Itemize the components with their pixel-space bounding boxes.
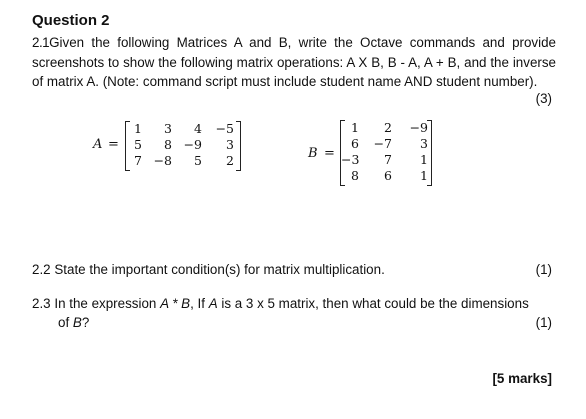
- question-2-1-line2: screenshots to show the following matrix operations: A X B, B - A, A + B, and the: [32, 54, 509, 70]
- question-2-3-post: is a 3 x 5 matrix, then what could be the dimensions: [217, 296, 529, 311]
- matrix-cell: 2: [384, 120, 392, 135]
- question-2-3-of: of: [58, 315, 73, 330]
- matrix-cell: 6: [384, 168, 392, 183]
- matrix-cell: 1: [420, 152, 428, 167]
- matrix-cell: 7: [134, 153, 142, 168]
- question-2-3-qmark: ?: [81, 315, 90, 330]
- matrix-cell: −5: [215, 121, 234, 136]
- question-2-1-line1: Given the following Matrices A and B, write the Octave commands and provide: [49, 35, 556, 50]
- question-2-2-marks: (1): [535, 262, 552, 277]
- question-2-2-body: State the important condition(s) for matrix multiplication.: [54, 262, 385, 277]
- matrix-a-equals: =: [108, 137, 119, 152]
- question-2-3-number: 2.3: [32, 296, 51, 311]
- question-2-3-expr: A * B: [160, 296, 191, 311]
- matrix-cell: −3: [341, 152, 360, 167]
- matrix-b-right-bracket: [427, 120, 432, 186]
- question-title: Question 2: [32, 12, 110, 29]
- question-2-3-line1: [32, 296, 529, 311]
- matrix-cell: 5: [194, 153, 202, 168]
- question-2-2-text: [32, 262, 385, 277]
- matrix-cell: 8: [164, 137, 172, 152]
- matrix-cell: 5: [134, 137, 142, 152]
- matrix-cell: 1: [420, 168, 428, 183]
- matrix-a: [128, 121, 234, 169]
- matrix-cell: 3: [164, 121, 172, 136]
- matrix-cell: 6: [351, 136, 359, 151]
- matrix-cell: −9: [183, 137, 202, 152]
- question-2-3-b: B: [72, 315, 82, 330]
- matrix-b-equals: =: [324, 146, 335, 161]
- question-2-3-a: A: [208, 296, 218, 311]
- question-2-1-line3: inverse of matrix A. (Note: command script must include student name AND student: [32, 54, 556, 89]
- question-2-1-number: 2.1: [32, 35, 50, 50]
- question-2-1-text: [32, 33, 556, 92]
- matrix-a-label: A: [93, 137, 103, 152]
- question-2-3-marks: (1): [535, 315, 552, 330]
- question-2-2-number: 2.2: [32, 262, 51, 277]
- question-2-3-mid: , If: [190, 296, 209, 311]
- matrix-a-right-bracket: [236, 121, 241, 171]
- matrix-cell: 1: [134, 121, 142, 136]
- matrix-cell: 4: [194, 121, 202, 136]
- matrix-cell: 7: [384, 152, 392, 167]
- matrix-cell: 2: [226, 153, 234, 168]
- question-2-3-pre: In the expression: [54, 296, 161, 311]
- matrix-cell: 1: [351, 120, 359, 135]
- matrix-cell: −8: [153, 153, 172, 168]
- total-marks: [5 marks]: [492, 371, 552, 386]
- matrix-cell: 3: [420, 136, 428, 151]
- matrix-b-label: B: [308, 146, 318, 161]
- matrix-cell: −7: [373, 136, 392, 151]
- matrix-b: [341, 120, 428, 184]
- matrix-cell: 3: [226, 137, 234, 152]
- matrix-cell: −9: [409, 120, 428, 135]
- question-2-1-line4: number).: [483, 74, 538, 89]
- question-2-1-marks: (3): [535, 91, 552, 106]
- matrix-cell: 8: [351, 168, 359, 183]
- question-2-3-line2: [58, 315, 89, 330]
